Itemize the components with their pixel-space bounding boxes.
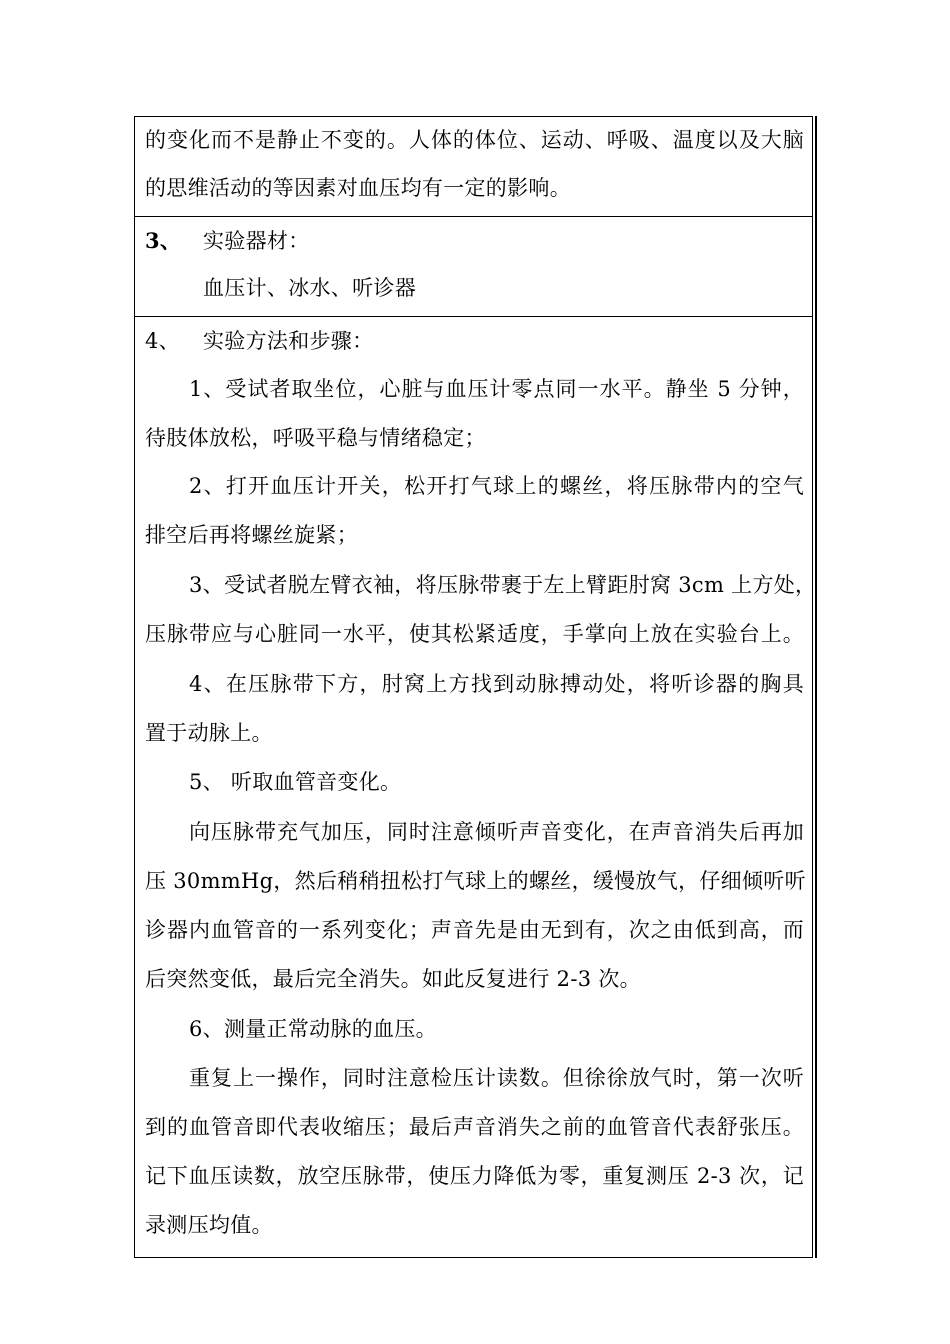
- method-line: 2、打开血压计开关，松开打气球上的螺丝，将压脉带内的空气: [189, 474, 804, 498]
- method-line: 4、在压脉带下方，肘窝上方找到动脉搏动处，将听诊器的胸具: [189, 672, 804, 696]
- method-line: 录测压均值。: [145, 1213, 273, 1237]
- method-line: 压脉带应与心脏同一水平，使其松紧适度，手掌向上放在实验台上。: [145, 622, 804, 646]
- equipment-items: 血压计、冰水、听诊器: [203, 276, 416, 300]
- method-line: 6、测量正常动脉的血压。: [189, 1017, 437, 1041]
- principle-cell: [135, 117, 812, 217]
- method-line: 1、受试者取坐位，心脏与血压计零点同一水平。静坐 5 分钟，: [189, 377, 804, 401]
- method-number: 4、: [145, 329, 180, 353]
- method-line: 5、 听取血管音变化。: [189, 770, 402, 794]
- method-line: 记下血压读数，放空压脉带，使压力降低为零，重复测压 2-3 次，记: [145, 1164, 804, 1188]
- principle-line-2: 的思维活动的等因素对血压均有一定的影响。: [145, 176, 571, 200]
- equipment-number: 3、: [145, 228, 182, 253]
- method-line: 重复上一操作，同时注意检压计读数。但徐徐放气时，第一次听: [189, 1066, 804, 1090]
- equipment-heading: 实验器材：: [203, 229, 310, 253]
- method-line: 到的血管音即代表收缩压；最后声音消失之前的血管音代表舒张压。: [145, 1115, 804, 1139]
- method-line: 诊器内血管音的一系列变化；声音先是由无到有，次之由低到高，而: [145, 918, 804, 942]
- method-line: 3、受试者脱左臂衣袖，将压脉带裹于左上臂距肘窝 3cm 上方处，: [189, 573, 817, 597]
- method-line: 置于动脉上。: [145, 721, 273, 745]
- equipment-cell: [135, 217, 812, 317]
- method-cell: [135, 317, 817, 1259]
- method-line: 待肢体放松，呼吸平稳与情绪稳定；: [145, 426, 486, 450]
- document-table: [134, 116, 817, 1258]
- method-line: 排空后再将螺丝旋紧；: [145, 523, 358, 547]
- principle-line-1: 的变化而不是静止不变的。人体的体位、运动、呼吸、温度以及大脑: [145, 128, 804, 152]
- method-line: 后突然变低，最后完全消失。如此反复进行 2-3 次。: [145, 967, 641, 991]
- method-heading: 实验方法和步骤：: [203, 329, 374, 353]
- method-line: 向压脉带充气加压，同时注意倾听声音变化，在声音消失后再加: [189, 820, 804, 844]
- method-line: 压 30mmHg，然后稍稍扭松打气球上的螺丝，缓慢放气，仔细倾听听: [145, 869, 806, 893]
